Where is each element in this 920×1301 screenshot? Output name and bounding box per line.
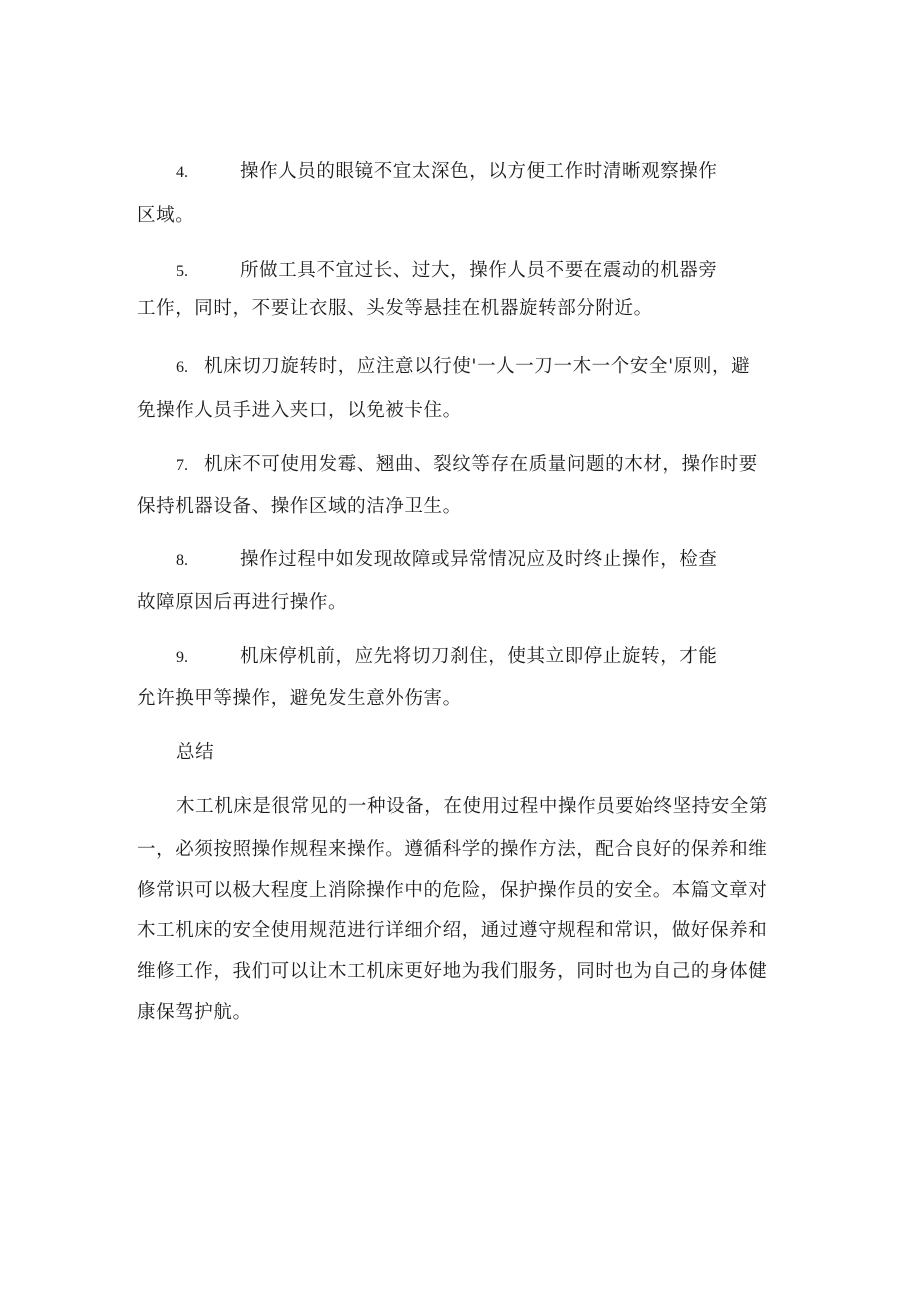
item-4-line-1: 操作人员的眼镜不宜太深色，以方便工作时清晰观察操作: [240, 161, 718, 182]
item-5-line-2: 工作，同时，不要让衣服、头发等悬挂在机器旋转部分附近。: [137, 298, 653, 319]
summary-line-3: 修常识可以极大程度上消除操作中的危险，保护操作员的安全。本篇文章对: [137, 880, 768, 901]
summary-line-4: 木工机床的安全使用规范进行详细介绍，通过遵守规程和常识，做好保养和: [137, 920, 768, 941]
item-5-line-1: 所做工具不宜过长、过大，操作人员不要在震动的机器旁: [240, 260, 718, 281]
item-8-number: 8.: [176, 552, 188, 569]
item-8-line-2: 故障原因后再进行操作。: [137, 592, 348, 613]
item-7-number: 7.: [176, 457, 188, 474]
summary-line-6: 康保驾护航。: [137, 1002, 252, 1023]
item-7-line-2: 保持机器设备、操作区域的洁净卫生。: [137, 496, 462, 517]
item-6-line-1: 机床切刀旋转时，应注意以行使'一人一刀一木一个安全'原则，避: [204, 356, 751, 377]
item-9-number: 9.: [176, 649, 188, 666]
summary-line-1: 木工机床是很常见的一种设备，在使用过程中操作员要始终坚持安全第: [176, 796, 769, 817]
item-6-number: 6.: [176, 359, 188, 376]
item-4-line-2: 区域。: [137, 205, 195, 226]
item-7-line-1: 机床不可使用发霉、翘曲、裂纹等存在质量问题的木材，操作时要: [204, 454, 758, 475]
item-4-number: 4.: [176, 164, 188, 181]
summary-line-2: 一，必须按照操作规程来操作。遵循科学的操作方法，配合良好的保养和维: [137, 839, 768, 860]
item-9-line-2: 允许换甲等操作，避免发生意外伤害。: [137, 688, 462, 709]
item-5-number: 5.: [176, 263, 188, 280]
item-9-line-1: 机床停机前，应先将切刀刹住，使其立即停止旋转，才能: [240, 646, 718, 667]
summary-line-5: 维修工作，我们可以让木工机床更好地为我们服务，同时也为自己的身体健: [137, 961, 768, 982]
item-8-line-1: 操作过程中如发现故障或异常情况应及时终止操作，检查: [240, 549, 718, 570]
summary-heading: 总结: [176, 742, 215, 763]
item-6-line-2: 免操作人员手进入夹口，以免被卡住。: [137, 400, 462, 421]
